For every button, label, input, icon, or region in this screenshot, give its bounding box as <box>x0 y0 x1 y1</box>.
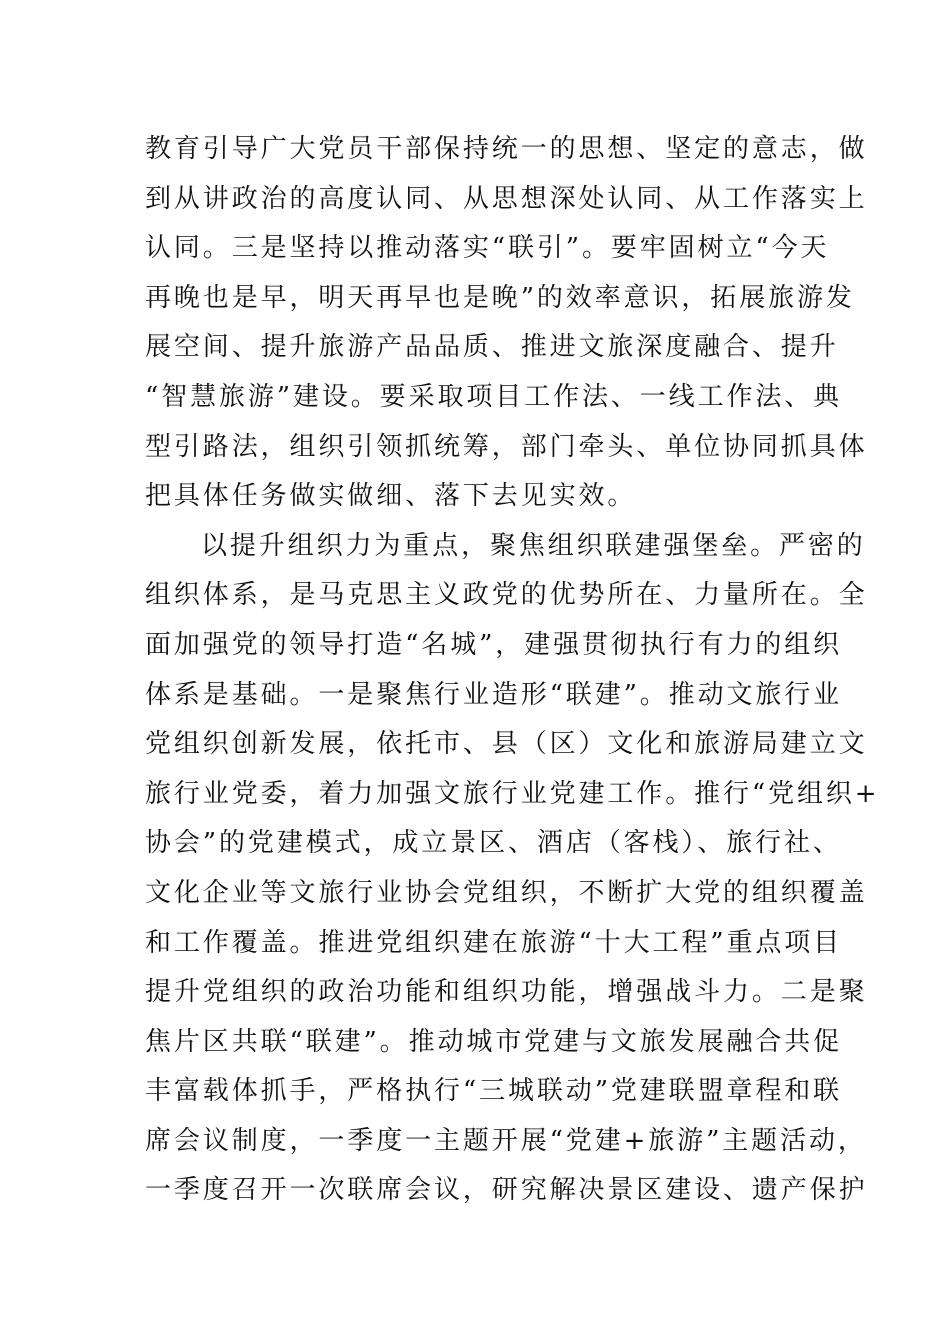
text-line: 再晚也是早，明天再早也是晚”的效率意识，拓展旅游发 <box>145 282 855 313</box>
text-line: 以提升组织力为重点，聚焦组织联建强堡垒。严密的 <box>201 530 866 561</box>
text-line: 提升党组织的政治功能和组织功能，增强战斗力。二是聚 <box>145 977 868 1008</box>
text-line: 到从讲政治的高度认同、从思想深处认同、从工作落实上 <box>145 183 868 214</box>
text-line: 认同。三是坚持以推动落实“联引”。要牢固树立“今天 <box>145 233 830 264</box>
text-line: 焦片区共联“联建”。推动城市党建与文旅发展融合共促 <box>145 1026 843 1057</box>
text-line: “智慧旅游”建设。要采取项目工作法、一线工作法、典 <box>145 381 843 412</box>
text-line: 把具体任务做实做细、落下去见实效。 <box>145 481 637 512</box>
text-line: 一季度召开一次联席会议，研究解决景区建设、遗产保护 <box>145 1175 868 1206</box>
text-line: 旅行业党委，着力加强文旅行业党建工作。推行“党组织+ <box>145 778 880 809</box>
text-line: 组织体系，是马克思主义政党的优势所在、力量所在。全 <box>145 580 868 611</box>
text-line: 席会议制度，一季度一主题开展“党建+旅游”主题活动， <box>145 1125 867 1156</box>
text-line: 教育引导广大党员干部保持统一的思想、坚定的意志，做 <box>145 134 868 164</box>
text-line: 和工作覆盖。推进党组织建在旅游“十大工程”重点项目 <box>145 927 843 958</box>
document-body <box>145 125 880 1216</box>
text-line: 丰富载体抓手，严格执行“三城联动”党建联盟章程和联 <box>145 1076 843 1107</box>
text-line: 党组织创新发展，依托市、县（区）文化和旅游局建立文 <box>145 729 868 760</box>
text-line: 协会”的党建模式，成立景区、酒店（客栈）、旅行社、 <box>145 828 842 859</box>
text-line: 体系是基础。一是聚焦行业造形“联建”。推动文旅行业 <box>145 679 843 710</box>
paragraph-1 <box>145 125 868 522</box>
text-line: 展空间、提升旅游产品品质、推进文旅深度融合、提升 <box>145 332 839 363</box>
paragraph-2 <box>145 522 880 1216</box>
text-line: 文化企业等文旅行业协会党组织，不断扩大党的组织覆盖 <box>145 877 868 908</box>
text-line: 面加强党的领导打造“名城”，建强贯彻执行有力的组织 <box>145 629 843 660</box>
text-line: 型引路法，组织引领抓统筹，部门牵头、单位协同抓具体 <box>145 431 868 462</box>
